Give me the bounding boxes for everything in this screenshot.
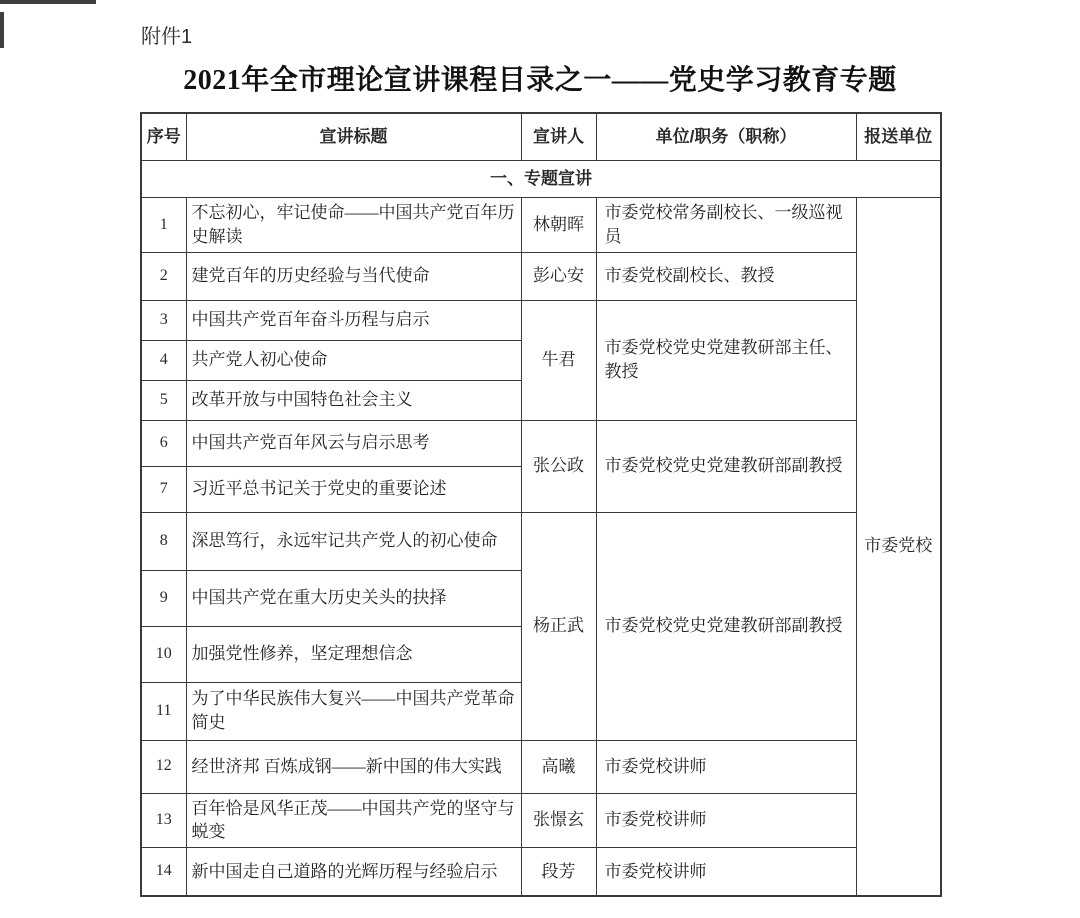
row-number: 12 <box>141 740 186 793</box>
speaker-name: 林朝晖 <box>521 198 596 253</box>
table-row <box>141 252 941 300</box>
table-body <box>141 161 941 896</box>
speaker-unit: 市委党校党史党建教研部主任、教授 <box>596 300 856 420</box>
speaker-unit: 市委党校党史党建教研部副教授 <box>596 420 856 512</box>
attachment-label: 附件1 <box>141 26 193 48</box>
row-number: 11 <box>141 682 186 740</box>
speaker-unit: 市委党校讲师 <box>596 793 856 848</box>
lecture-title: 中国共产党在重大历史关头的抉择 <box>186 570 521 626</box>
table-row <box>141 740 941 793</box>
row-number: 7 <box>141 466 186 512</box>
speaker-unit: 市委党校讲师 <box>596 848 856 896</box>
section-row <box>141 161 941 198</box>
row-number: 3 <box>141 300 186 340</box>
col-header-title: 宣讲标题 <box>186 113 521 161</box>
speaker-unit: 市委党校党史党建教研部副教授 <box>596 512 856 740</box>
row-number: 9 <box>141 570 186 626</box>
col-header-number: 序号 <box>141 113 186 161</box>
submit-unit: 市委党校 <box>856 198 941 896</box>
table-row <box>141 793 941 848</box>
row-number: 6 <box>141 420 186 466</box>
table-row <box>141 300 941 340</box>
speaker-name: 段芳 <box>521 848 596 896</box>
lecture-title: 改革开放与中国特色社会主义 <box>186 380 521 420</box>
table-row <box>141 512 941 570</box>
lecture-title: 中国共产党百年风云与启示思考 <box>186 420 521 466</box>
lecture-title: 经世济邦 百炼成钢——新中国的伟大实践 <box>186 740 521 793</box>
speaker-name: 张公政 <box>521 420 596 512</box>
table-row <box>141 198 941 253</box>
section-title: 一、专题宣讲 <box>141 161 941 198</box>
speaker-unit: 市委党校副校长、教授 <box>596 252 856 300</box>
speaker-name: 牛君 <box>521 300 596 420</box>
lecture-title: 共产党人初心使命 <box>186 340 521 380</box>
scan-artifact-left <box>0 12 4 48</box>
lecture-title: 加强党性修养，坚定理想信念 <box>186 626 521 682</box>
lecture-title: 习近平总书记关于党史的重要论述 <box>186 466 521 512</box>
lecture-title: 为了中华民族伟大复兴——中国共产党革命简史 <box>186 682 521 740</box>
scan-artifact-top <box>0 0 96 4</box>
lecture-title: 建党百年的历史经验与当代使命 <box>186 252 521 300</box>
speaker-name: 杨正武 <box>521 512 596 740</box>
col-header-speaker: 宣讲人 <box>521 113 596 161</box>
document-title: 2021年全市理论宣讲课程目录之一——党史学习教育专题 <box>183 65 897 96</box>
col-header-submit-unit: 报送单位 <box>856 113 941 161</box>
lecture-title: 深思笃行，永远牢记共产党人的初心使命 <box>186 512 521 570</box>
row-number: 2 <box>141 252 186 300</box>
table-row <box>141 848 941 896</box>
row-number: 14 <box>141 848 186 896</box>
speaker-unit: 市委党校常务副校长、一级巡视员 <box>596 198 856 253</box>
col-header-unit: 单位/职务（职称） <box>596 113 856 161</box>
lecture-title: 百年恰是风华正茂——中国共产党的坚守与蜕变 <box>186 793 521 848</box>
course-catalog-table <box>140 112 942 897</box>
speaker-name: 高曦 <box>521 740 596 793</box>
row-number: 8 <box>141 512 186 570</box>
speaker-name: 彭心安 <box>521 252 596 300</box>
lecture-title: 不忘初心，牢记使命——中国共产党百年历史解读 <box>186 198 521 253</box>
row-number: 13 <box>141 793 186 848</box>
row-number: 4 <box>141 340 186 380</box>
table-row <box>141 420 941 466</box>
row-number: 5 <box>141 380 186 420</box>
lecture-title: 中国共产党百年奋斗历程与启示 <box>186 300 521 340</box>
row-number: 1 <box>141 198 186 253</box>
row-number: 10 <box>141 626 186 682</box>
lecture-title: 新中国走自己道路的光辉历程与经验启示 <box>186 848 521 896</box>
speaker-unit: 市委党校讲师 <box>596 740 856 793</box>
speaker-name: 张憬玄 <box>521 793 596 848</box>
header-row <box>141 113 941 161</box>
